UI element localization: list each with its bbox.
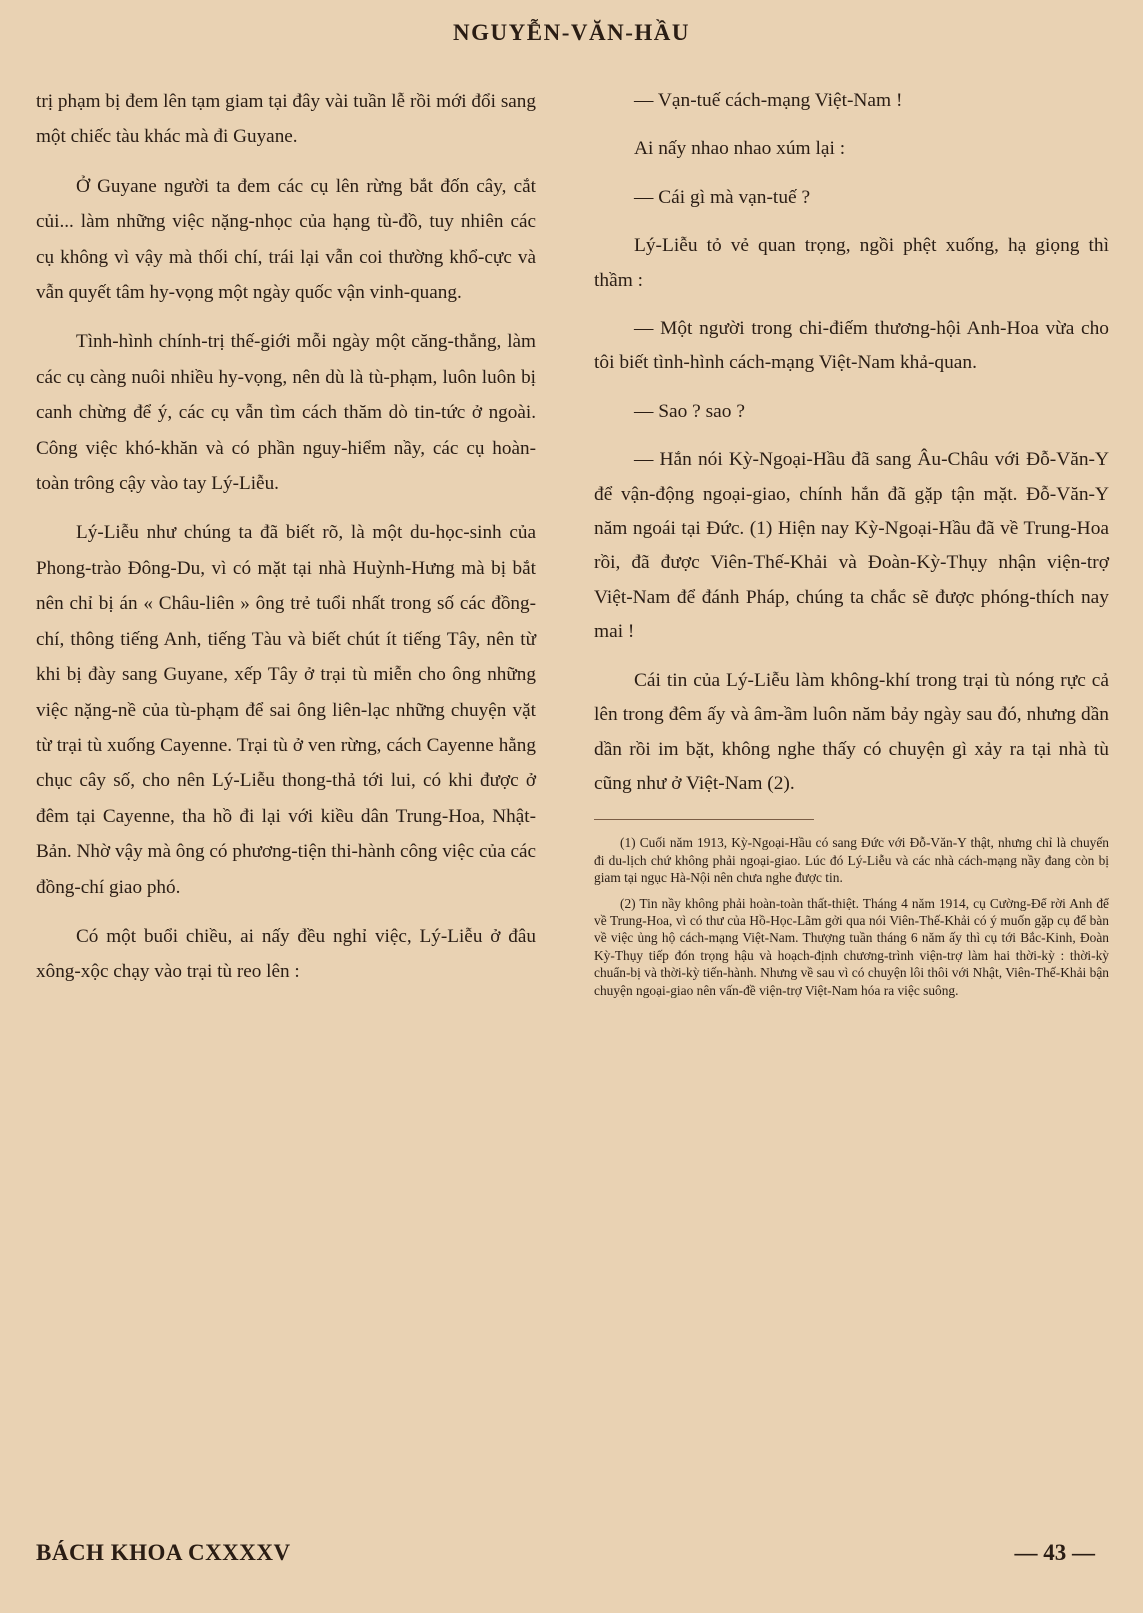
right-column — [594, 84, 1109, 1007]
footnote: (2) Tin nầy không phải hoàn-toàn thất-thiệt. Tháng 4 năm 1914, cụ Cường-Để rời Anh để về Trung-Hoa, vì có thư của Hồ-Học-Lãm gởi qua nói Viên-Thế-Khải có ý muốn gặp cụ để bàn về việc ủng hộ cách-mạng Việt-Nam. Thượng tuần tháng 6 năm ấy thì cụ tới Bắc-Kinh, Đoàn Kỳ-Thụy tiếp đón trọng hậu và hoạch-định chương-trình viện-trợ làm hai thời-kỳ : thời-kỳ chuẩn-bị và thời-kỳ tiến-hành. Nhưng về sau vì có chuyện lôi thôi với Nhật, Viên-Thế-Khải bận chuyện ngoại-giao nên vấn-đề viện-trợ Việt-Nam hóa ra việc suông. — [594, 895, 1109, 998]
paragraph: Ở Guyane người ta đem các cụ lên rừng bắt đốn cây, cắt củi... làm những việc nặng-nhọc của hạng tù-đồ, tuy nhiên các cụ không vì vậy mà thối chí, trái lại vẫn coi thường khổ-cực và vẫn quyết tâm hy-vọng một ngày quốc vận vinh-quang. — [36, 175, 536, 304]
left-column — [36, 84, 536, 1004]
footnote: (1) Cuối năm 1913, Kỳ-Ngoại-Hầu có sang Đức với Đỗ-Văn-Y thật, nhưng chỉ là chuyến đi du-lịch chứ không phải ngoại-giao. Lúc đó Lý-Liễu và các nhà cách-mạng nầy đang còn bị giam tại ngục Hà-Nội nên chưa nghe được tin. — [594, 835, 1109, 886]
paragraph: Lý-Liễu tỏ vẻ quan trọng, ngồi phệt xuống, hạ giọng thì thầm : — [594, 235, 1109, 291]
paragraph: — Vạn-tuế cách-mạng Việt-Nam ! — [634, 90, 903, 111]
paragraph: — Hắn nói Kỳ-Ngoại-Hầu đã sang Âu-Châu với Đỗ-Văn-Y để vận-động ngoại-giao, chính hắn đã gặp tận mặt. Đỗ-Văn-Y năm ngoái tại Đức. (1) Hiện nay Kỳ-Ngoại-Hầu đã về Trung-Hoa rồi, đã được Viên-Thế-Khải và Đoàn-Kỳ-Thụy nhận viện-trợ Việt-Nam để đánh Pháp, chúng ta chắc sẽ được phóng-thích nay mai ! — [594, 449, 1109, 643]
page-header: NGUYỄN-VĂN-HẦU — [453, 20, 690, 45]
paragraph: — Cái gì mà vạn-tuế ? — [634, 186, 811, 208]
paragraph: — Sao ? sao ? — [634, 400, 745, 422]
paragraph: Tình-hình chính-trị thế-giới mỗi ngày một căng-thẳng, làm các cụ càng nuôi nhiều hy-vọng, nên dù là tù-phạm, luôn luôn bị canh chừng để ý, các cụ vẫn tìm cách thăm dò tin-tức ở ngoài. Công việc khó-khăn và có phần nguy-hiểm nầy, các cụ hoàn-toàn trông cậy vào tay Lý-Liễu. — [36, 331, 536, 495]
paragraph: Có một buổi chiều, ai nấy đều nghỉ việc, Lý-Liễu ở đâu xông-xộc chạy vào trại tù reo lên : — [36, 925, 536, 983]
paragraph: Ai nấy nhao nhao xúm lại : — [634, 138, 846, 160]
paragraph: Lý-Liễu như chúng ta đã biết rõ, là một du-học-sinh của Phong-trào Đông-Du, vì có mặt tại nhà Huỳnh-Hưng mà bị bắt nên chỉ bị án « Châu-liên » ông trẻ tuổi nhất trong số các đồng-chí, thông tiếng Anh, tiếng Tàu và biết chút ít tiếng Tây, nên từ khi bị đày sang Guyane, xếp Tây ở trại tù miễn cho ông những việc nặng-nề của tù-phạm để sai ông liên-lạc những chuyện vặt từ trại tù xuống Cayenne. Trại tù ở ven rừng, cách Cayenne hằng chục cây số, cho nên Lý-Liễu thong-thả tới lui, có khi được ở đêm tại Cayenne, tha hồ đi lại với kiều dân Trung-Hoa, Nhật-Bản. Nhờ vậy mà ông có phương-tiện thi-hành công việc của các đồng-chí giao phó. — [36, 522, 536, 898]
page-number: — 43 — — [1014, 1540, 1095, 1565]
paragraph: trị phạm bị đem lên tạm giam tại đây vài tuần lễ rồi mới đổi sang một chiếc tàu khác mà đi Guyane. — [36, 91, 536, 148]
footnote-divider — [594, 819, 814, 820]
paragraph: — Một người trong chi-điếm thương-hội Anh-Hoa vừa cho tôi biết tình-hình cách-mạng Việt-Nam khả-quan. — [594, 318, 1109, 374]
publication-name: BÁCH KHOA CXXXXV — [36, 1540, 291, 1565]
paragraph: Cái tin của Lý-Liễu làm không-khí trong trại tù nóng rực cả lên trong đêm ấy và âm-ầm luôn năm bảy ngày sau đó, nhưng dần dần rồi im bặt, không nghe thấy có chuyện gì xảy ra tại nhà tù cũng như ở Việt-Nam (2). — [594, 669, 1109, 794]
